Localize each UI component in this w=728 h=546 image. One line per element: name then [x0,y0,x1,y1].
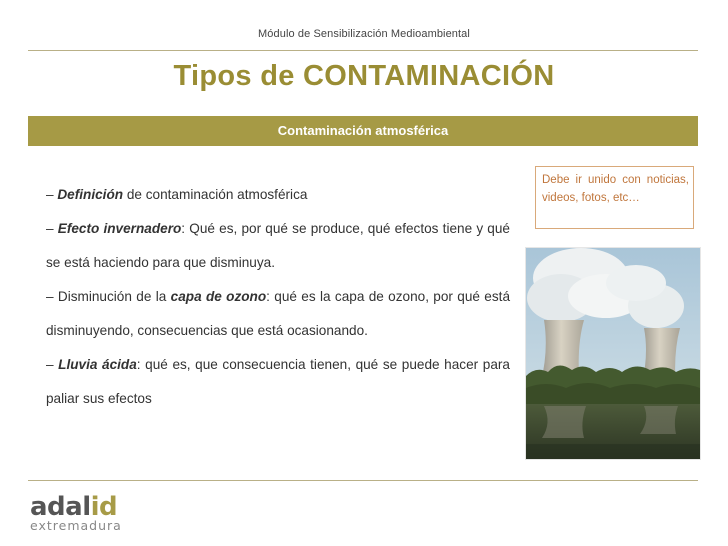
logo-accent-text: id [90,492,118,522]
photo-illustration [526,248,700,459]
term: Lluvia ácida [58,357,137,372]
term: Efecto invernadero [57,221,182,236]
slide-title: Tipos de CONTAMINACIÓN [173,60,555,92]
adalid-logo [30,494,130,534]
cooling-towers-photo [525,247,701,460]
term: capa de ozono [170,289,267,304]
list-item [46,212,510,280]
section-banner: Contaminación atmosférica [28,116,698,146]
note-box: Debe ir unido con noticias, videos, fotos, etc… [535,166,694,229]
bullet: – [46,357,54,372]
bullet: – [46,289,54,304]
list-item [46,348,510,416]
logo-text: adal [30,492,91,522]
item-text: : Qué es, por qué se produce, qué efectos tiene y qué se está haciendo para que disminuya. [46,221,510,270]
bullet: – [46,221,54,236]
list-item [46,280,510,348]
logo-subtitle: extremadura [30,518,122,533]
item-text: : qué es la capa de ozono, por qué está disminuyendo, consecuencias que está ocasionando. [46,289,510,338]
module-header: Módulo de Sensibilización Medioambiental [258,28,470,40]
content-list [46,178,510,416]
term: Definición [57,187,124,202]
bullet: – [46,187,54,202]
list-item [46,178,510,212]
bottom-divider [28,480,698,481]
item-text: : qué es, que consecuencia tienen, qué se puede hacer para paliar sus efectos [46,357,510,406]
top-divider [28,50,698,51]
item-prefix: Disminución de la [53,289,171,304]
item-text: de contaminación atmosférica [123,187,308,202]
